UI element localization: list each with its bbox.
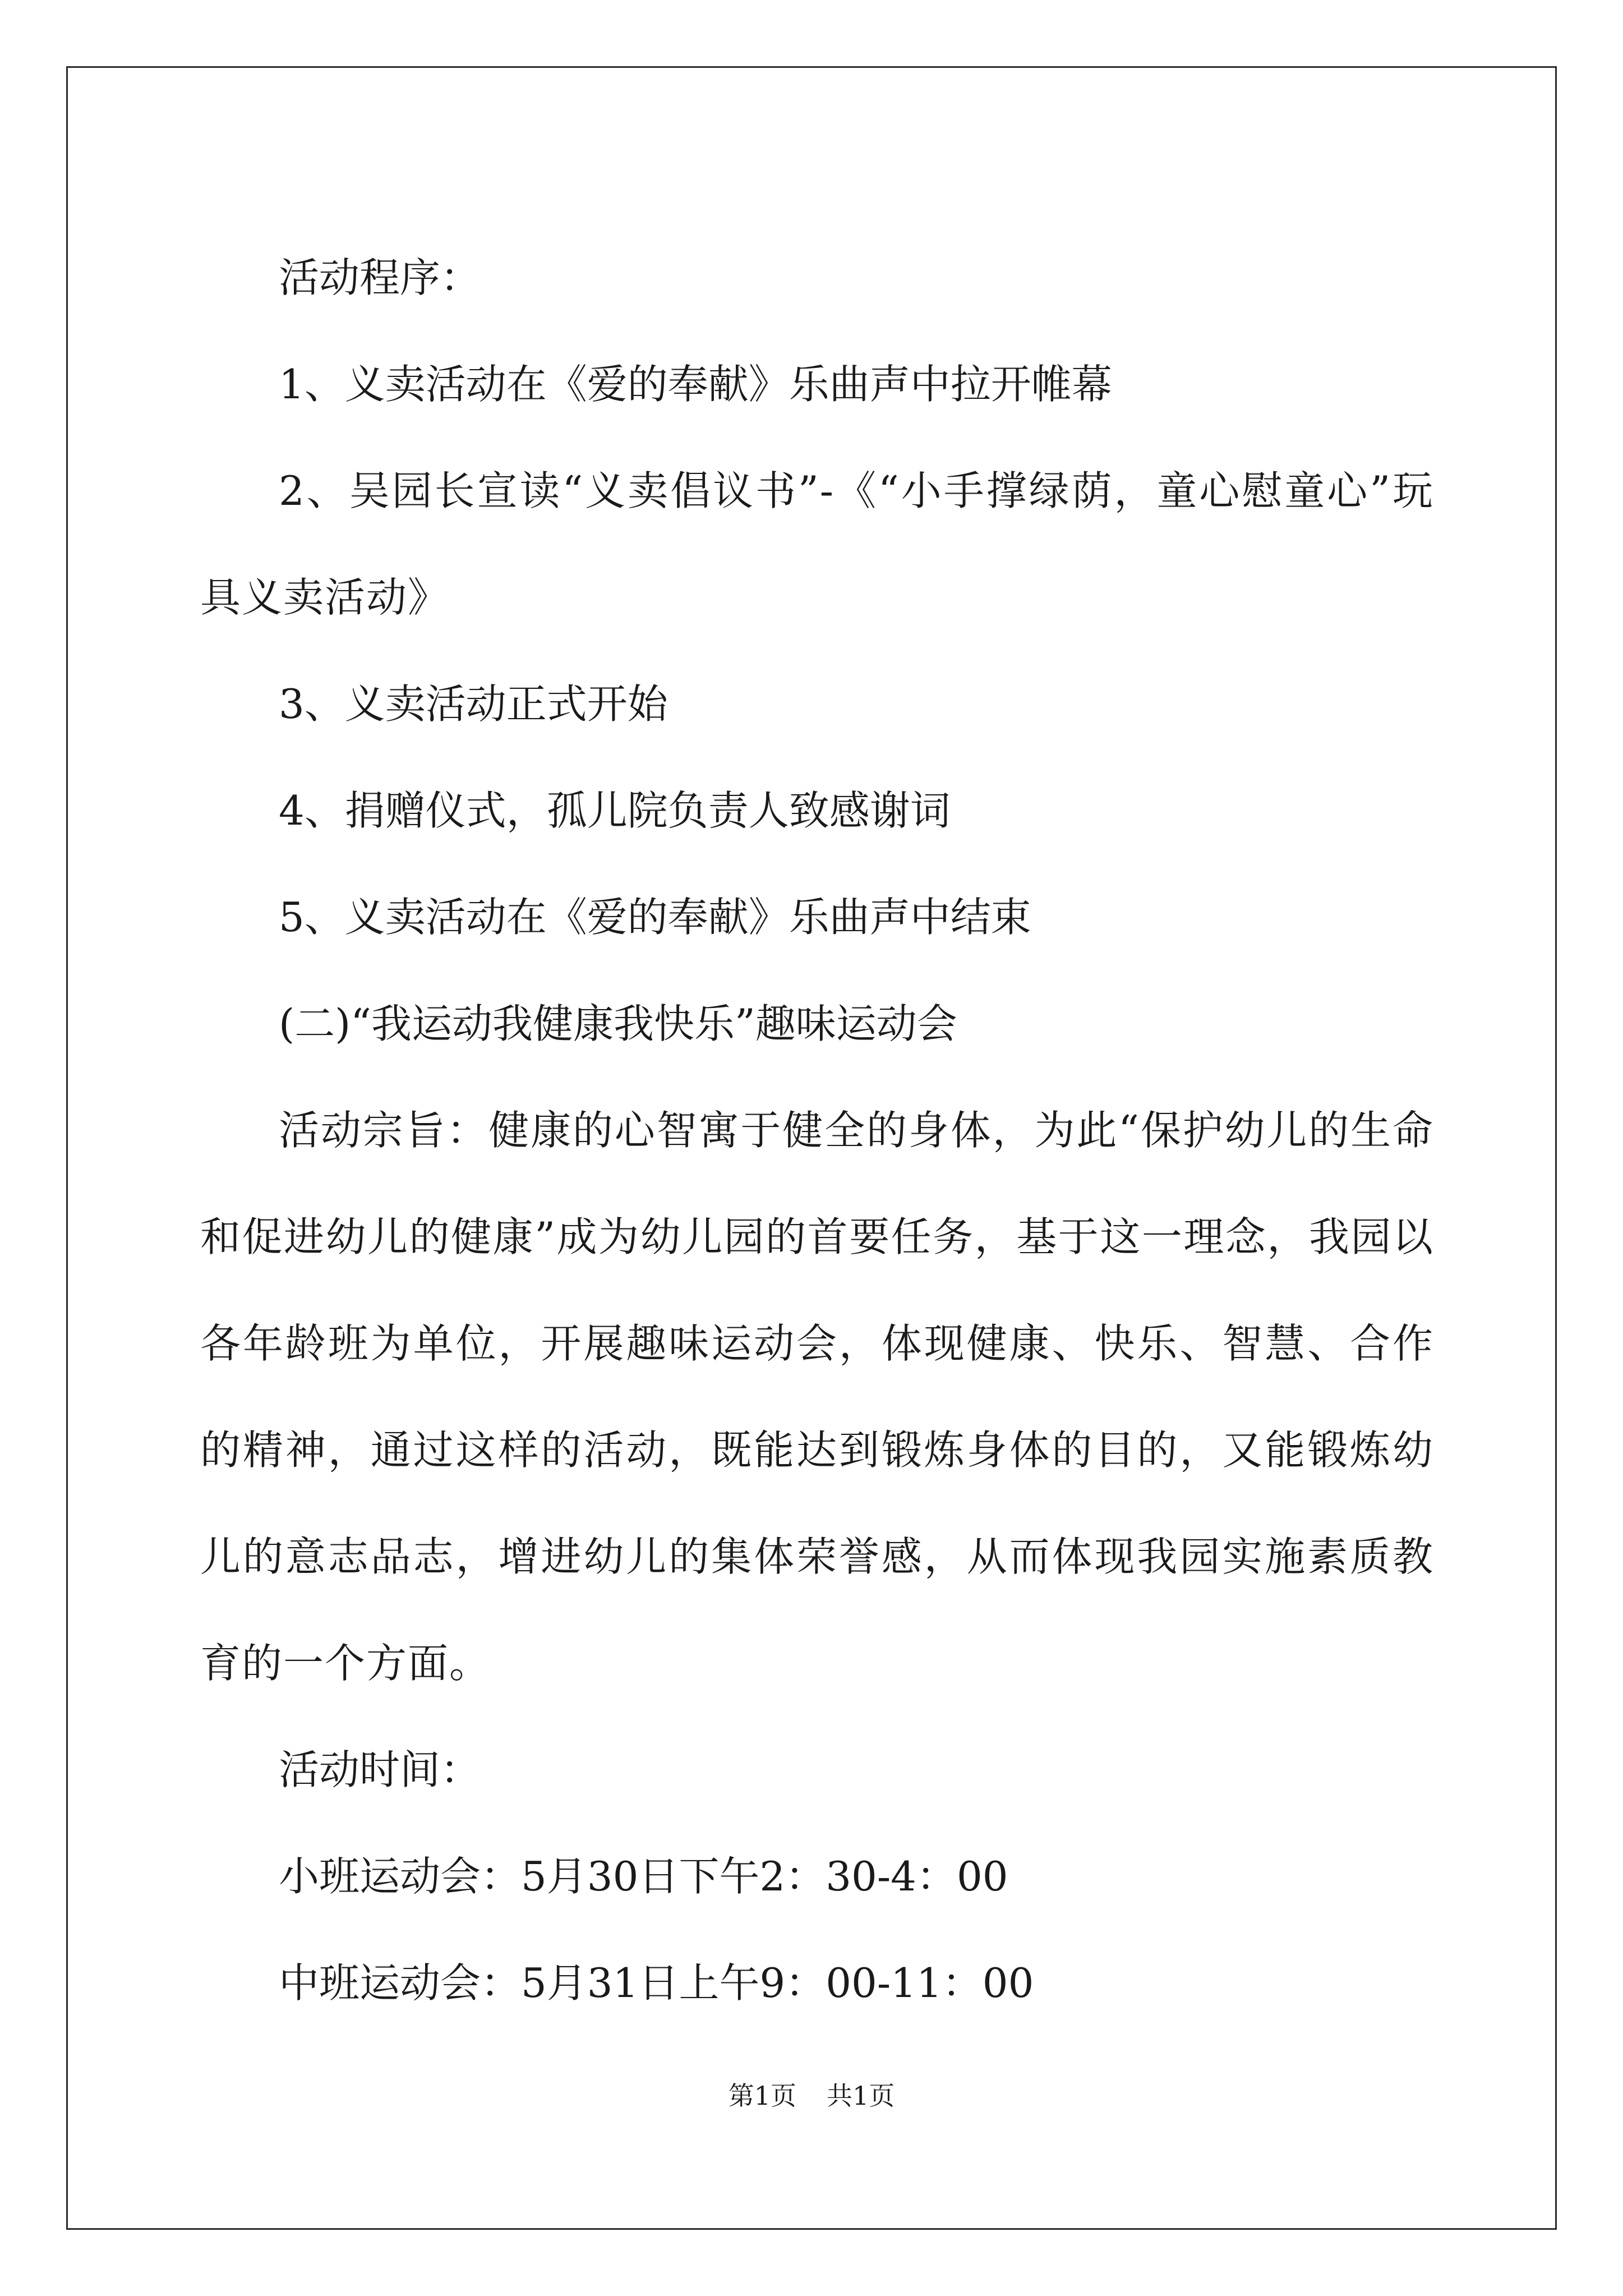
- document-body: [200, 224, 1434, 2036]
- paragraph-step-2: 2、吴园长宣读“义卖倡议书”-《“小手撑绿荫，童心慰童心”玩具义卖活动》: [200, 467, 1434, 621]
- paragraph-step-5: 5、义卖活动在《爱的奉献》乐曲声中结束: [279, 894, 1031, 941]
- paragraph-activity-procedure: 活动程序：: [279, 254, 481, 301]
- paragraph-step-4: 4、捐赠仪式，孤儿院负责人致感谢词: [279, 787, 951, 834]
- page-number-current: 第1页: [728, 2081, 796, 2111]
- paragraph-small-class-schedule: 小班运动会：5月30日下午2：30-4：00: [279, 1853, 1008, 1900]
- page-footer: [0, 2076, 1623, 2113]
- section-heading-sports-meet: (二)“我运动我健康我快乐”趣味运动会: [279, 1000, 957, 1047]
- paragraph-activity-time: 活动时间：: [279, 1746, 481, 1793]
- page-number-total: 共1页: [827, 2081, 895, 2111]
- paragraph-activity-purpose: 活动宗旨：健康的心智寓于健全的身体，为此“保护幼儿的生命和促进幼儿的健康”成为幼儿园的首要任务，基于这一理念，我园以各年龄班为单位，开展趣味运动会，体现健康、快乐、智慧、合作的精神，通过这样的活动，既能达到锻炼身体的目的，又能锻炼幼儿的意志品志，增进幼儿的集体荣誉感，从而体现我园实施素质教育的一个方面。: [200, 1107, 1434, 1687]
- paragraph-step-3: 3、义卖活动正式开始: [279, 680, 668, 728]
- paragraph-step-1: 1、义卖活动在《爱的奉献》乐曲声中拉开帷幕: [279, 361, 1112, 408]
- paragraph-middle-class-schedule: 中班运动会：5月31日上午9：00-11：00: [279, 1959, 1034, 2007]
